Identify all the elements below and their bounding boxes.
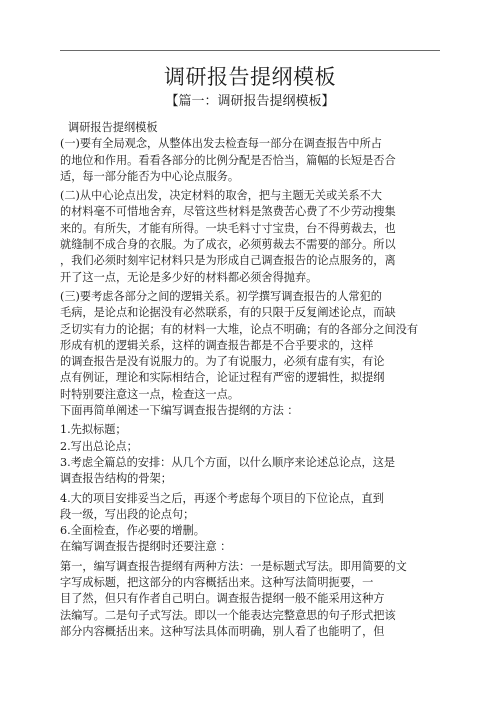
body-line: (三)要考虑各部分之间的逻辑关系。初学撰写调查报告的人常犯的 [60, 289, 382, 303]
body-line: 6.全面检查，作必要的增删。 [60, 524, 205, 538]
document-body [60, 120, 444, 640]
document-subtitle: 【篇一：调研报告提纲模板】 [165, 94, 335, 109]
body-line: 在编写调查报告提纲时还要注意 ： [60, 540, 232, 554]
document-title: 调研报告提纲模板 [164, 65, 336, 89]
body-line: 目了然，但只有作者自己明白。调查报告提纲一般不能采用这种方 [60, 592, 385, 606]
body-line: 来的。有所失，才能有所得。一块毛料寸寸宝贵，台不得剪裁去，也 [60, 221, 396, 235]
body-line: (二)从中心论点出发，决定材料的取舍，把与主题无关或关系不大 [60, 189, 382, 203]
body-line: 适，每一部分能否为中心论点服务。 [60, 169, 240, 183]
body-line: 段一级，写出段的论点句； [60, 507, 195, 521]
body-line: 4.大的项目安排妥当之后，再逐个考虑每个项目的下位论点，直到 [60, 491, 384, 505]
body-line: 字写成标题，把这部分的内容概括出来。这种写法简明扼要，一 [60, 576, 374, 590]
body-line: 法编写。二是句子式写法。即以一个能表达完整意思的句子形式把该 [60, 608, 396, 622]
body-line: 部分内容概括出来。这种写法具体而明确，别人看了也能明了，但 [60, 624, 385, 638]
body-line: 的调查报告是没有说服力的。为了有说服力，必须有虚有实，有论 [60, 355, 385, 369]
body-line: 毛病，是论点和论据没有必然联系，有的只限于反复阐述论点，而缺 [60, 306, 396, 320]
body-line: 调研报告提纲模板 [68, 121, 158, 134]
body-line: 下面再简单阐述一下编写调查报告提纲的方法 ： [60, 404, 299, 418]
body-line: 点有例证，理论和实际相结合，论证过程有严密的逻辑性，拟提纲 [60, 371, 385, 385]
body-line: 形成有机的逻辑关系，这样的调查报告都是不合乎要求的，这样 [60, 338, 374, 352]
body-line: 调查报告结构的骨架； [60, 472, 172, 486]
body-line: 开了这一点，无论是多少好的材料都必须舍得抛弃。 [60, 270, 318, 284]
body-line: ，我们必须时刻牢记材料只是为形成自己调查报告的论点服务的，离 [60, 254, 396, 268]
body-line: 第一，编写调查报告提纲有两种方法：一是标题式写法。即用简要的文 [60, 559, 407, 573]
header-rule [60, 50, 440, 51]
body-line: 的材料毫不可惜地舍弃，尽管这些材料是煞费苦心费了不少劳动搜集 [60, 205, 396, 219]
body-line: 2.写出总论点； [60, 439, 138, 453]
body-line: 3.考虑全篇总的安排：从几个方面，以什么顺序来论述总论点，这是 [60, 455, 396, 469]
body-line: (一)要有全局观念，从整体出发去检查每一部分在调查报告中所占 [60, 137, 382, 151]
body-line: 乏切实有力的论据；有的材料一大堆，论点不明确；有的各部分之间没有 [60, 322, 419, 336]
body-line: 就缝制不成合身的衣服。为了成衣，必须剪裁去不需要的部分。所以 [60, 238, 396, 252]
body-line: 1.先拟标题； [60, 423, 127, 437]
body-line: 时特别要注意这一点，检查这一点。 [60, 387, 240, 401]
body-line: 的地位和作用。看看各部分的比例分配是否恰当，篇幅的长短是否合 [60, 153, 396, 167]
